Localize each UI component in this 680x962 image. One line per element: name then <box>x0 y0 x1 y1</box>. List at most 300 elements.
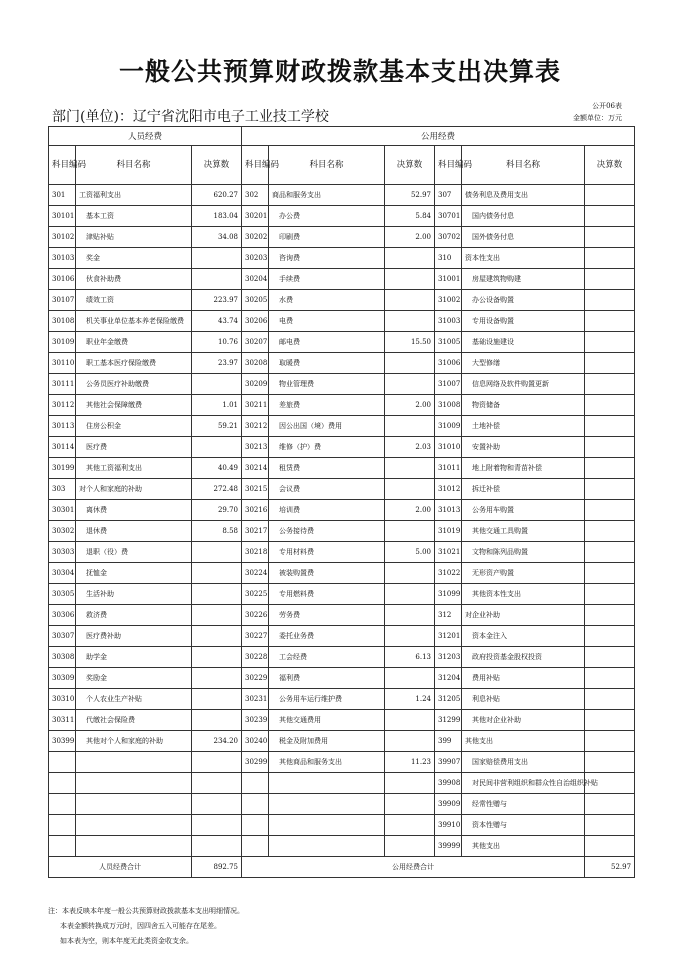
cell-code: 30228 <box>242 647 269 668</box>
cell-name: 工资福利支出 <box>76 185 192 206</box>
cell-amount <box>385 374 435 395</box>
cell-code: 39909 <box>435 794 462 815</box>
cell-amount: 8.58 <box>192 521 242 542</box>
cell-name <box>76 836 192 857</box>
cell-name: 取暖费 <box>269 353 385 374</box>
table-row <box>49 395 635 416</box>
cell-code: 31005 <box>435 332 462 353</box>
cell-name: 文物和陈列品购置 <box>462 542 585 563</box>
amount-unit: 金额单位：万元 <box>573 114 622 122</box>
cell-name: 经常性赠与 <box>462 794 585 815</box>
table-row <box>49 647 635 668</box>
cell-amount <box>192 269 242 290</box>
table-row <box>49 206 635 227</box>
cell-code <box>49 752 76 773</box>
cell-amount <box>585 290 635 311</box>
cell-name: 职工基本医疗保险缴费 <box>76 353 192 374</box>
cell-code: 30204 <box>242 269 269 290</box>
cell-amount: 2.03 <box>385 437 435 458</box>
cell-amount <box>192 668 242 689</box>
cell-name: 机关事业单位基本养老保险缴费 <box>76 311 192 332</box>
table-row <box>49 584 635 605</box>
cell-name: 物业管理费 <box>269 374 385 395</box>
cell-code: 30303 <box>49 542 76 563</box>
cell-code: 31019 <box>435 521 462 542</box>
cell-amount: 11.23 <box>385 752 435 773</box>
cell-code: 30107 <box>49 290 76 311</box>
cell-name: 公务用车运行维护费 <box>269 689 385 710</box>
cell-code: 30206 <box>242 311 269 332</box>
cell-name: 救济费 <box>76 605 192 626</box>
cell-code: 310 <box>435 248 462 269</box>
cell-code: 30201 <box>242 206 269 227</box>
cell-name: 邮电费 <box>269 332 385 353</box>
cell-amount: 223.97 <box>192 290 242 311</box>
cell-amount: 1.01 <box>192 395 242 416</box>
cell-amount: 40.49 <box>192 458 242 479</box>
cell-name: 其他资本性支出 <box>462 584 585 605</box>
cell-name: 职业年金缴费 <box>76 332 192 353</box>
cell-amount <box>385 563 435 584</box>
cell-code: 31099 <box>435 584 462 605</box>
table-row <box>49 416 635 437</box>
cell-code: 30217 <box>242 521 269 542</box>
cell-amount <box>585 626 635 647</box>
cell-name: 其他对企业补助 <box>462 710 585 731</box>
cell-name: 办公费 <box>269 206 385 227</box>
table-row <box>49 689 635 710</box>
public-total-value: 52.97 <box>585 857 635 878</box>
code-header: 科目编码 <box>435 146 462 185</box>
cell-code: 31002 <box>435 290 462 311</box>
note-line: 注：本表反映本年度一般公共预算财政拨款基本支出明细情况。 <box>48 907 244 915</box>
cell-amount <box>585 437 635 458</box>
cell-name: 福利费 <box>269 668 385 689</box>
table-row <box>49 815 635 836</box>
cell-name: 拆迁补偿 <box>462 479 585 500</box>
cell-amount <box>585 815 635 836</box>
cell-name: 其他社会保障缴费 <box>76 395 192 416</box>
cell-code: 31001 <box>435 269 462 290</box>
cell-amount <box>192 689 242 710</box>
personnel-section-header: 人员经费 <box>49 127 242 146</box>
cell-code: 30309 <box>49 668 76 689</box>
cell-name: 手续费 <box>269 269 385 290</box>
cell-code: 30308 <box>49 647 76 668</box>
table-row <box>49 227 635 248</box>
cell-name: 医疗费 <box>76 437 192 458</box>
cell-code: 30111 <box>49 374 76 395</box>
cell-amount <box>192 563 242 584</box>
cell-name: 工会经费 <box>269 647 385 668</box>
cell-code: 30207 <box>242 332 269 353</box>
cell-amount: 6.13 <box>385 647 435 668</box>
cell-amount <box>385 248 435 269</box>
cell-name: 其他交通费用 <box>269 710 385 731</box>
cell-amount <box>585 269 635 290</box>
cell-name: 绩效工资 <box>76 290 192 311</box>
amount-header: 决算数 <box>385 146 435 185</box>
cell-amount <box>585 332 635 353</box>
cell-code: 30239 <box>242 710 269 731</box>
cell-amount <box>585 185 635 206</box>
cell-name: 基本工资 <box>76 206 192 227</box>
name-header: 科目名称 <box>462 146 585 185</box>
cell-code: 30301 <box>49 500 76 521</box>
cell-name: 信息网络及软件购置更新 <box>462 374 585 395</box>
cell-amount <box>385 458 435 479</box>
cell-name: 其他支出 <box>462 836 585 857</box>
cell-amount <box>585 248 635 269</box>
table-row <box>49 290 635 311</box>
cell-code <box>49 836 76 857</box>
cell-name: 水费 <box>269 290 385 311</box>
table-row <box>49 185 635 206</box>
cell-name: 其他交通工具购置 <box>462 521 585 542</box>
cell-name: 其他商品和服务支出 <box>269 752 385 773</box>
cell-amount: 34.08 <box>192 227 242 248</box>
cell-name: 离休费 <box>76 500 192 521</box>
cell-amount: 2.00 <box>385 227 435 248</box>
cell-code: 30102 <box>49 227 76 248</box>
cell-code: 30304 <box>49 563 76 584</box>
cell-amount <box>585 689 635 710</box>
cell-name: 租赁费 <box>269 458 385 479</box>
cell-code: 30103 <box>49 248 76 269</box>
cell-amount <box>585 479 635 500</box>
cell-code: 30106 <box>49 269 76 290</box>
cell-name: 奖励金 <box>76 668 192 689</box>
cell-code: 30226 <box>242 605 269 626</box>
cell-code: 30399 <box>49 731 76 752</box>
cell-amount <box>192 836 242 857</box>
cell-name: 印刷费 <box>269 227 385 248</box>
cell-code: 312 <box>435 605 462 626</box>
cell-code: 30213 <box>242 437 269 458</box>
cell-amount <box>585 752 635 773</box>
cell-code: 301 <box>49 185 76 206</box>
cell-name: 助学金 <box>76 647 192 668</box>
cell-name <box>76 773 192 794</box>
cell-amount <box>385 731 435 752</box>
cell-code: 30101 <box>49 206 76 227</box>
cell-code: 302 <box>242 185 269 206</box>
table-row <box>49 605 635 626</box>
cell-code <box>49 794 76 815</box>
cell-amount: 5.00 <box>385 542 435 563</box>
table-row <box>49 626 635 647</box>
note-line: 本表金额转换成万元时，因四舍五入可能存在尾差。 <box>60 922 221 930</box>
cell-amount <box>585 605 635 626</box>
cell-code <box>242 794 269 815</box>
cell-amount <box>192 626 242 647</box>
form-number: 公开06表 <box>592 102 622 110</box>
cell-amount <box>385 605 435 626</box>
cell-amount <box>585 794 635 815</box>
cell-code: 30208 <box>242 353 269 374</box>
cell-code: 30224 <box>242 563 269 584</box>
cell-amount <box>585 500 635 521</box>
cell-code: 30311 <box>49 710 76 731</box>
cell-amount <box>385 668 435 689</box>
cell-amount <box>385 521 435 542</box>
cell-amount <box>385 416 435 437</box>
cell-amount: 620.27 <box>192 185 242 206</box>
cell-code: 303 <box>49 479 76 500</box>
cell-name: 抚恤金 <box>76 563 192 584</box>
cell-amount: 15.50 <box>385 332 435 353</box>
cell-amount <box>585 458 635 479</box>
cell-amount <box>385 479 435 500</box>
cell-name: 土地补偿 <box>462 416 585 437</box>
cell-name: 国家赔偿费用支出 <box>462 752 585 773</box>
cell-code: 30199 <box>49 458 76 479</box>
cell-amount: 29.70 <box>192 500 242 521</box>
cell-amount <box>585 542 635 563</box>
cell-code: 30108 <box>49 311 76 332</box>
cell-code <box>49 773 76 794</box>
cell-amount: 43.74 <box>192 311 242 332</box>
cell-name <box>269 773 385 794</box>
cell-amount: 52.97 <box>385 185 435 206</box>
cell-name: 伙食补助费 <box>76 269 192 290</box>
cell-amount <box>192 647 242 668</box>
cell-amount <box>385 290 435 311</box>
cell-name: 无形资产购置 <box>462 563 585 584</box>
cell-name <box>76 752 192 773</box>
table-row <box>49 752 635 773</box>
cell-code: 30209 <box>242 374 269 395</box>
cell-code: 31201 <box>435 626 462 647</box>
cell-code: 31010 <box>435 437 462 458</box>
cell-name: 其他支出 <box>462 731 585 752</box>
table-row <box>49 311 635 332</box>
cell-amount <box>585 647 635 668</box>
cell-code: 30310 <box>49 689 76 710</box>
cell-amount <box>585 836 635 857</box>
cell-amount <box>385 353 435 374</box>
code-header: 科目编码 <box>242 146 269 185</box>
cell-name: 会议费 <box>269 479 385 500</box>
cell-amount <box>385 269 435 290</box>
cell-amount <box>385 584 435 605</box>
cell-amount <box>585 668 635 689</box>
cell-amount <box>585 710 635 731</box>
cell-name: 公务员医疗补助缴费 <box>76 374 192 395</box>
cell-name: 专用设备购置 <box>462 311 585 332</box>
table-row <box>49 521 635 542</box>
cell-amount <box>385 773 435 794</box>
cell-code: 399 <box>435 731 462 752</box>
cell-name: 商品和服务支出 <box>269 185 385 206</box>
table-row <box>49 479 635 500</box>
cell-amount <box>585 521 635 542</box>
cell-code <box>242 815 269 836</box>
public-section-header: 公用经费 <box>242 127 635 146</box>
cell-amount <box>585 584 635 605</box>
cell-name: 对企业补助 <box>462 605 585 626</box>
cell-name: 公务用车购置 <box>462 500 585 521</box>
table-row <box>49 269 635 290</box>
cell-code: 31012 <box>435 479 462 500</box>
table-body <box>49 185 635 857</box>
cell-name: 生活补助 <box>76 584 192 605</box>
cell-code: 31011 <box>435 458 462 479</box>
cell-amount <box>585 227 635 248</box>
cell-name <box>76 815 192 836</box>
cell-name: 利息补贴 <box>462 689 585 710</box>
cell-amount <box>192 815 242 836</box>
cell-name: 资本性赠与 <box>462 815 585 836</box>
cell-name: 安置补助 <box>462 437 585 458</box>
cell-name: 税金及附加费用 <box>269 731 385 752</box>
amount-header: 决算数 <box>192 146 242 185</box>
cell-name: 委托业务费 <box>269 626 385 647</box>
cell-name: 被装购置费 <box>269 563 385 584</box>
cell-name: 债务利息及费用支出 <box>462 185 585 206</box>
cell-amount: 272.48 <box>192 479 242 500</box>
cell-code: 30701 <box>435 206 462 227</box>
cell-code: 30211 <box>242 395 269 416</box>
table-row <box>49 374 635 395</box>
cell-name: 物资储备 <box>462 395 585 416</box>
cell-code: 31299 <box>435 710 462 731</box>
public-total-label: 公用经费合计 <box>242 857 585 878</box>
cell-name: 代缴社会保险费 <box>76 710 192 731</box>
table-row <box>49 500 635 521</box>
cell-amount <box>192 542 242 563</box>
cell-name: 其他对个人和家庭的补助 <box>76 731 192 752</box>
cell-name: 费用补贴 <box>462 668 585 689</box>
cell-amount <box>192 584 242 605</box>
cell-code: 39908 <box>435 773 462 794</box>
cell-amount <box>585 206 635 227</box>
cell-amount: 2.00 <box>385 395 435 416</box>
cell-amount <box>192 248 242 269</box>
cell-code: 30110 <box>49 353 76 374</box>
cell-name: 房屋建筑物购建 <box>462 269 585 290</box>
cell-name: 其他工资福利支出 <box>76 458 192 479</box>
cell-code: 30114 <box>49 437 76 458</box>
table-row <box>49 248 635 269</box>
cell-code: 30240 <box>242 731 269 752</box>
cell-amount <box>192 605 242 626</box>
table-row <box>49 731 635 752</box>
cell-name: 专用材料费 <box>269 542 385 563</box>
cell-amount <box>192 752 242 773</box>
cell-amount <box>192 374 242 395</box>
cell-amount: 5.84 <box>385 206 435 227</box>
cell-code: 30112 <box>49 395 76 416</box>
cell-code: 30205 <box>242 290 269 311</box>
cell-name: 咨询费 <box>269 248 385 269</box>
cell-amount <box>385 836 435 857</box>
cell-name: 维修（护）费 <box>269 437 385 458</box>
cell-name: 办公设备购置 <box>462 290 585 311</box>
cell-amount <box>585 374 635 395</box>
cell-code: 30113 <box>49 416 76 437</box>
cell-amount <box>385 311 435 332</box>
cell-name <box>269 836 385 857</box>
cell-name: 资本性支出 <box>462 248 585 269</box>
personnel-total-value: 892.75 <box>192 857 242 878</box>
cell-name: 退职（役）费 <box>76 542 192 563</box>
table-row <box>49 353 635 374</box>
table-row <box>49 542 635 563</box>
cell-code: 30202 <box>242 227 269 248</box>
cell-amount: 59.21 <box>192 416 242 437</box>
cell-name: 劳务费 <box>269 605 385 626</box>
cell-code: 30229 <box>242 668 269 689</box>
table-row <box>49 332 635 353</box>
cell-amount: 10.76 <box>192 332 242 353</box>
expenditure-table <box>48 126 635 878</box>
cell-code <box>242 773 269 794</box>
department-label: 部门(单位)：辽宁省沈阳市电子工业技工学校 <box>52 109 329 125</box>
cell-name <box>76 794 192 815</box>
cell-amount <box>192 773 242 794</box>
cell-name: 差旅费 <box>269 395 385 416</box>
cell-code: 30306 <box>49 605 76 626</box>
cell-name: 住房公积金 <box>76 416 192 437</box>
cell-amount <box>385 794 435 815</box>
cell-code: 31003 <box>435 311 462 332</box>
cell-code: 31022 <box>435 563 462 584</box>
cell-amount <box>585 731 635 752</box>
cell-name: 培训费 <box>269 500 385 521</box>
cell-name: 因公出国（境）费用 <box>269 416 385 437</box>
cell-amount <box>192 794 242 815</box>
name-header: 科目名称 <box>269 146 385 185</box>
cell-code: 30702 <box>435 227 462 248</box>
table-row <box>49 563 635 584</box>
amount-header: 决算数 <box>585 146 635 185</box>
note-line: 如本表为空，则本年度无此类资金收支余。 <box>60 937 193 945</box>
cell-amount: 1.24 <box>385 689 435 710</box>
cell-name: 对民间非营利组织和群众性自治组织补贴 <box>462 773 585 794</box>
table-row <box>49 773 635 794</box>
page-title: 一般公共预算财政拨款基本支出决算表 <box>118 57 561 86</box>
cell-name: 资本金注入 <box>462 626 585 647</box>
personnel-total-label: 人员经费合计 <box>49 857 192 878</box>
cell-code: 30305 <box>49 584 76 605</box>
cell-amount: 2.00 <box>385 500 435 521</box>
cell-name: 国内债务付息 <box>462 206 585 227</box>
table-row <box>49 836 635 857</box>
cell-name: 专用燃料费 <box>269 584 385 605</box>
cell-code: 31204 <box>435 668 462 689</box>
table-row <box>49 437 635 458</box>
table-row <box>49 710 635 731</box>
table-row <box>49 794 635 815</box>
cell-name <box>269 794 385 815</box>
cell-code: 307 <box>435 185 462 206</box>
cell-amount <box>385 626 435 647</box>
cell-code: 31013 <box>435 500 462 521</box>
cell-code: 30212 <box>242 416 269 437</box>
cell-code: 30225 <box>242 584 269 605</box>
cell-amount <box>585 395 635 416</box>
cell-name: 电费 <box>269 311 385 332</box>
code-header: 科目编码 <box>49 146 76 185</box>
cell-name: 个人农业生产补贴 <box>76 689 192 710</box>
cell-amount <box>585 416 635 437</box>
cell-code <box>242 836 269 857</box>
cell-name: 医疗费补助 <box>76 626 192 647</box>
name-header: 科目名称 <box>76 146 192 185</box>
cell-amount <box>585 563 635 584</box>
cell-name: 大型修缮 <box>462 353 585 374</box>
